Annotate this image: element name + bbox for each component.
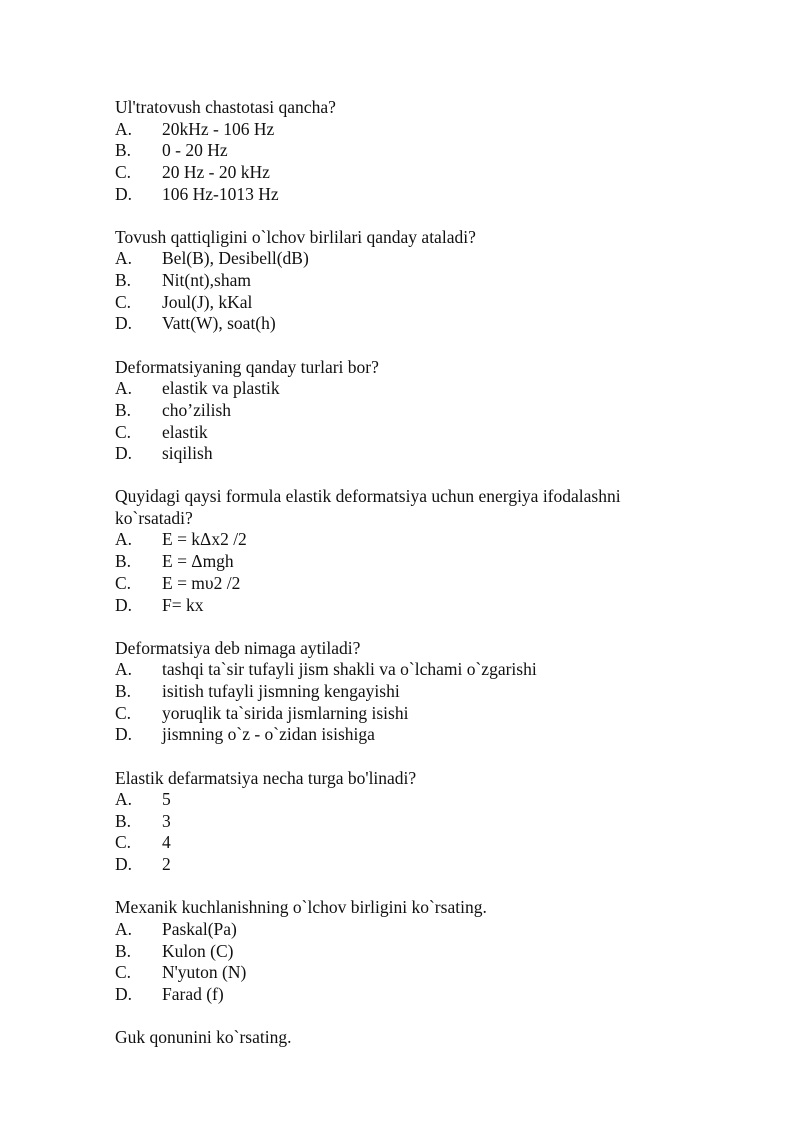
answer-option xyxy=(115,529,695,551)
answer-option xyxy=(115,724,695,746)
option-text: elastik va plastik xyxy=(162,378,280,399)
answer-option xyxy=(115,551,695,573)
option-letter: D. xyxy=(115,594,133,615)
question-text: Elastik defarmatsiya necha turga bo'linadi? xyxy=(115,767,417,788)
option-letter: B. xyxy=(115,399,132,420)
option-letter: D. xyxy=(115,724,133,745)
option-text: F= kx xyxy=(162,594,204,615)
option-letter: D. xyxy=(115,854,133,875)
question-text: Ul'tratovush chastotasi qancha? xyxy=(115,97,336,117)
answer-option xyxy=(115,854,695,876)
answer-option xyxy=(115,811,695,833)
answer-option xyxy=(115,140,695,162)
answer-option xyxy=(115,962,695,984)
answer-option xyxy=(115,941,695,963)
option-letter: D. xyxy=(115,443,133,464)
option-letter: A. xyxy=(115,118,133,139)
answer-option xyxy=(115,248,695,270)
question-text: Quyidagi qaysi formula elastik deformatsiya uchun energiya ifodalashni ko`rsatadi? xyxy=(115,486,621,528)
question-block xyxy=(115,357,695,465)
option-text: E = Δmgh xyxy=(162,551,234,572)
option-text: 2 xyxy=(162,854,171,875)
option-text: Joul(J), kKal xyxy=(162,291,253,312)
option-text: siqilish xyxy=(162,443,213,464)
option-letter: A. xyxy=(115,789,133,810)
option-text: isitish tufayli jismning kengayishi xyxy=(162,680,400,701)
option-text: 4 xyxy=(162,832,171,853)
option-text: cho’zilish xyxy=(162,399,232,420)
question-text: Tovush qattiqligini o`lchov birlilari qanday ataladi? xyxy=(115,226,476,247)
question-block xyxy=(115,768,695,876)
option-letter: C. xyxy=(115,291,132,312)
document-page xyxy=(115,97,695,1070)
answer-option xyxy=(115,703,695,725)
option-letter: D. xyxy=(115,313,133,334)
option-letter: C. xyxy=(115,161,132,182)
option-letter: C. xyxy=(115,962,132,983)
option-letter: D. xyxy=(115,183,133,204)
option-text: Farad (f) xyxy=(162,983,224,1004)
answer-option xyxy=(115,162,695,184)
option-letter: A. xyxy=(115,659,133,680)
answer-option xyxy=(115,919,695,941)
answer-option xyxy=(115,443,695,465)
answer-option xyxy=(115,378,695,400)
option-letter: C. xyxy=(115,572,132,593)
question-block xyxy=(115,486,695,616)
answer-option xyxy=(115,681,695,703)
option-letter: C. xyxy=(115,832,132,853)
option-letter: C. xyxy=(115,702,132,723)
option-text: Kulon (C) xyxy=(162,940,234,961)
answer-option xyxy=(115,595,695,617)
option-letter: C. xyxy=(115,421,132,442)
option-letter: A. xyxy=(115,378,133,399)
option-text: Vatt(W), soat(h) xyxy=(162,313,276,334)
option-letter: B. xyxy=(115,680,132,701)
answer-option xyxy=(115,270,695,292)
answer-option xyxy=(115,789,695,811)
option-text: 5 xyxy=(162,789,171,810)
option-text: tashqi ta`sir tufayli jism shakli va o`lchami o`zgarishi xyxy=(162,659,537,680)
option-text: 20 Hz - 20 kHz xyxy=(162,161,270,182)
question-block xyxy=(115,97,695,205)
question-text: Mexanik kuchlanishning o`lchov birligini ko`rsating. xyxy=(115,897,487,918)
option-text: Paskal(Pa) xyxy=(162,918,237,939)
option-text: Nit(nt),sham xyxy=(162,270,251,291)
option-text: 0 - 20 Hz xyxy=(162,140,228,161)
answer-option xyxy=(115,659,695,681)
option-text: 3 xyxy=(162,810,171,831)
option-text: 20kHz - 106 Hz xyxy=(162,118,275,139)
answer-option xyxy=(115,984,695,1006)
option-letter: B. xyxy=(115,551,132,572)
answer-option xyxy=(115,292,695,314)
answer-option xyxy=(115,184,695,206)
option-letter: B. xyxy=(115,810,132,831)
option-text: jismning o`z - o`zidan isishiga xyxy=(162,724,375,745)
question-text: Guk qonunini ko`rsating. xyxy=(115,1027,292,1048)
question-text: Deformatsiyaning qanday turlari bor? xyxy=(115,356,379,377)
answer-option xyxy=(115,573,695,595)
answer-option xyxy=(115,119,695,141)
option-text: E = mυ2 /2 xyxy=(162,572,241,593)
option-letter: B. xyxy=(115,270,132,291)
option-letter: B. xyxy=(115,940,132,961)
option-letter: A. xyxy=(115,918,133,939)
option-text: N'yuton (N) xyxy=(162,962,247,983)
option-letter: A. xyxy=(115,529,133,550)
option-letter: A. xyxy=(115,248,133,269)
answer-option xyxy=(115,313,695,335)
option-text: yoruqlik ta`sirida jismlarning isishi xyxy=(162,702,409,723)
answer-option xyxy=(115,400,695,422)
option-letter: D. xyxy=(115,983,133,1004)
question-block xyxy=(115,227,695,335)
answer-option xyxy=(115,832,695,854)
question-text: Deformatsiya deb nimaga aytiladi? xyxy=(115,637,361,658)
option-text: E = kΔx2 /2 xyxy=(162,529,247,550)
question-block xyxy=(115,1027,695,1049)
option-letter: B. xyxy=(115,140,132,161)
option-text: 106 Hz-1013 Hz xyxy=(162,183,279,204)
option-text: Bel(B), Desibell(dB) xyxy=(162,248,309,269)
answer-option xyxy=(115,422,695,444)
option-text: elastik xyxy=(162,421,208,442)
question-block xyxy=(115,897,695,1005)
question-block xyxy=(115,638,695,746)
